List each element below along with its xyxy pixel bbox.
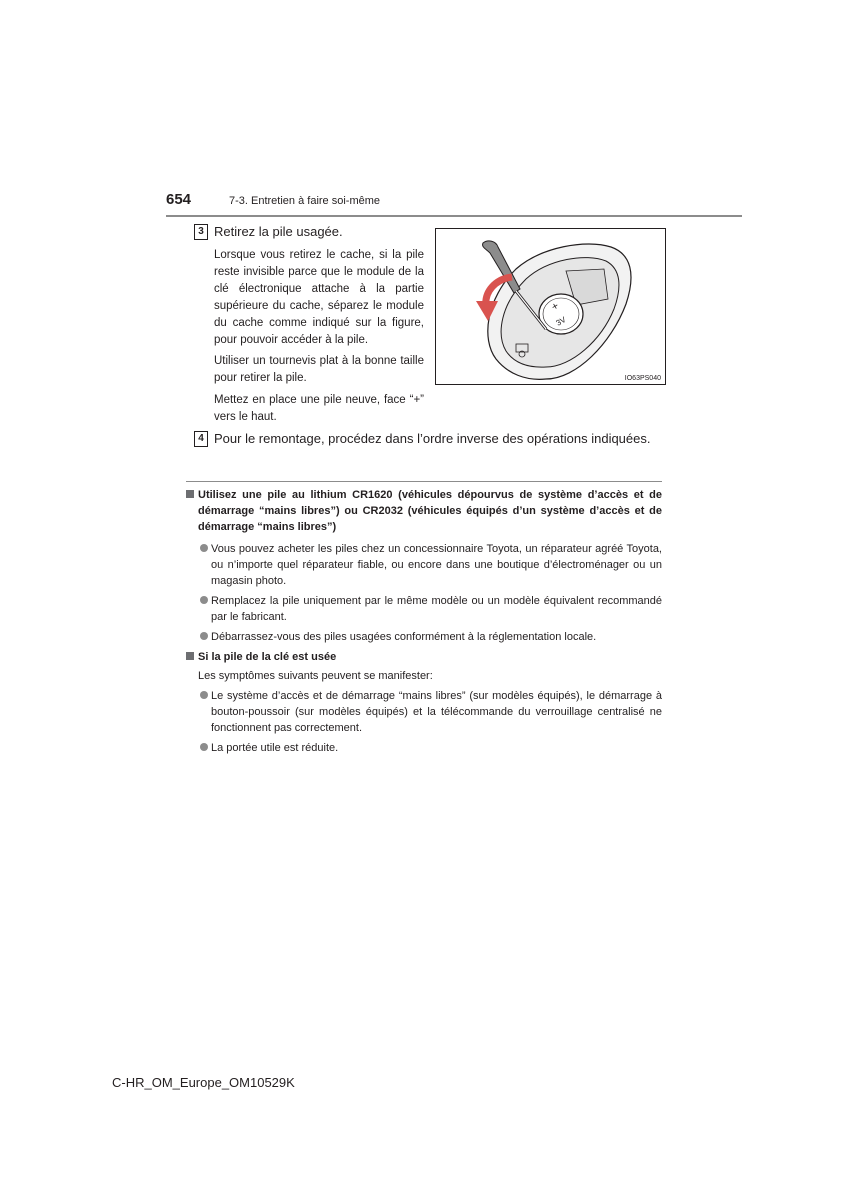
step-3-paragraph-3: Mettez en place une pile neuve, face “+” vers le haut. bbox=[214, 394, 424, 423]
note-heading-battery-worn bbox=[186, 649, 662, 665]
step-3-paragraph-1: Lorsque vous retirez le cache, si la pile reste invisible parce que le module de la clé électronique attache à la partie supérieure du cache, séparez le module du cache comme indiqué sur la figure, pour pouvoir accéder à la pile. bbox=[214, 249, 424, 346]
list-item-text: Vous pouvez acheter les piles chez un concessionnaire Toyota, un réparateur agréé Toyota, ou n’importe quel réparateur fiable, ou encore dans une boutique d’électroménager ou un magasin photo. bbox=[211, 543, 662, 587]
list-item-text: La portée utile est réduite. bbox=[211, 742, 339, 754]
list-item bbox=[186, 740, 662, 756]
list-item bbox=[186, 629, 662, 645]
battery-removal-figure bbox=[435, 228, 666, 385]
note-intro: Les symptômes suivants peuvent se manifester: bbox=[198, 670, 433, 682]
bullet-dot-icon bbox=[200, 743, 208, 751]
step-3-number: 3 bbox=[194, 224, 208, 240]
square-bullet-icon bbox=[186, 490, 194, 498]
bullet-dot-icon bbox=[200, 691, 208, 699]
footer-doc-id: C-HR_OM_Europe_OM10529K bbox=[112, 1075, 295, 1090]
notes-section bbox=[186, 487, 662, 756]
list-item-text: Remplacez la pile uniquement par le même modèle ou un modèle équivalent recommandé par le fabricant. bbox=[211, 595, 662, 623]
note-heading-battery-type bbox=[186, 487, 662, 535]
note-heading-text: Si la pile de la clé est usée bbox=[198, 651, 337, 663]
list-item bbox=[186, 688, 662, 736]
step-4-text: Pour le remontage, procédez dans l’ordre inverse des opérations indiquées. bbox=[214, 431, 651, 446]
section-title: 7-3. Entretien à faire soi-même bbox=[229, 195, 381, 207]
step-4-number: 4 bbox=[194, 431, 208, 447]
square-bullet-icon bbox=[186, 652, 194, 660]
figure-code: IO63PS040 bbox=[624, 375, 661, 382]
battery-voltage-label: 3V bbox=[554, 315, 568, 328]
page-number: 654 bbox=[166, 191, 192, 208]
bullet-dot-icon bbox=[200, 632, 208, 640]
list-item bbox=[186, 593, 662, 625]
list-item bbox=[186, 541, 662, 589]
header-rule bbox=[166, 215, 742, 217]
bullet-dot-icon bbox=[200, 544, 208, 552]
list-item-text: Le système d’accès et de démarrage “mains libres” (sur modèles équipés), le démarrage à bouton-poussoir (sur modèles équipés) et la télécommande du verrouillage centralisé ne fonctionnent pas correctement. bbox=[211, 690, 662, 734]
notes-divider bbox=[186, 481, 662, 482]
step-3-title: Retirez la pile usagée. bbox=[214, 224, 343, 239]
bullet-dot-icon bbox=[200, 596, 208, 604]
step-3-paragraph-2: Utiliser un tournevis plat à la bonne taille pour retirer la pile. bbox=[214, 355, 424, 384]
battery-plus-label: + bbox=[549, 299, 562, 314]
key-fob-illustration bbox=[436, 229, 665, 384]
note-heading-text: Utilisez une pile au lithium CR1620 (véhicules dépourvus de système d’accès et de démarrage “mains libres”) ou CR2032 (véhicules équipés d’un système d’accès et de démarrage “mains libres”) bbox=[198, 489, 662, 533]
list-item-text: Débarrassez-vous des piles usagées conformément à la réglementation locale. bbox=[211, 631, 597, 643]
